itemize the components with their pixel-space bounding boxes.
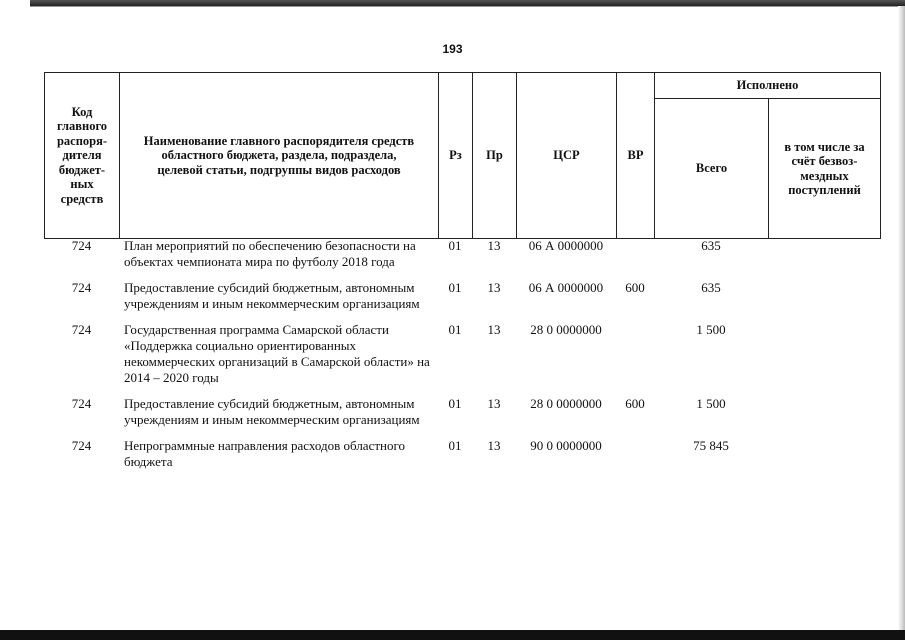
table-row — [44, 280, 880, 322]
cell-code: 724 — [71, 238, 92, 253]
cell-name: Предоставление субсидий бюджетным, автономным учреждениям и иным некоммерческим организациям — [124, 396, 420, 427]
table-row — [44, 322, 880, 396]
scan-edge-right — [898, 6, 905, 630]
cell-incl-free — [768, 396, 880, 438]
cell-total: 1 500 — [696, 396, 726, 411]
header-name: Наименование главного распорядителя средств областного бюджета, раздела, подраздела, целевой статьи, подгруппы видов расходов — [120, 73, 439, 239]
cell-code: 724 — [71, 280, 92, 295]
cell-vr — [616, 438, 654, 480]
cell-total: 75 845 — [693, 438, 729, 453]
cell-incl-free — [768, 238, 880, 280]
cell-csr: 90 0 0000000 — [530, 438, 602, 453]
cell-code: 724 — [71, 438, 92, 453]
cell-csr: 28 0 0000000 — [530, 322, 602, 337]
cell-rz: 01 — [448, 438, 462, 453]
cell-rz: 01 — [448, 280, 462, 295]
cell-total: 635 — [701, 280, 721, 295]
header-code: Код главного распоря-дителя бюджет-ных средств — [45, 73, 120, 239]
cell-vr: 600 — [625, 396, 645, 411]
cell-name: План мероприятий по обеспечению безопасности на объектах чемпионата мира по футболу 2018 года — [124, 238, 416, 269]
header-incl-free: в том числе за счёт безвоз-мездных поступлений — [769, 99, 881, 239]
table-row — [44, 438, 880, 480]
cell-rz: 01 — [448, 396, 462, 411]
cell-rz: 01 — [448, 238, 462, 253]
header-executed: Исполнено — [655, 73, 881, 99]
cell-vr — [616, 322, 654, 396]
cell-name: Непрограммные направления расходов областного бюджета — [124, 438, 405, 469]
table-row — [44, 396, 880, 438]
cell-name: Государственная программа Самарской области «Поддержка социально ориентированных некоммерческих организаций в Самарской области» на 2014 – 2020 годы — [124, 322, 430, 385]
cell-pr: 13 — [487, 322, 501, 337]
page-number: 193 — [442, 42, 463, 56]
cell-csr: 28 0 0000000 — [530, 396, 602, 411]
table-header — [44, 72, 881, 239]
cell-vr: 600 — [625, 280, 645, 295]
cell-csr: 06 А 0000000 — [528, 280, 604, 295]
cell-rz: 01 — [448, 322, 462, 337]
cell-pr: 13 — [487, 438, 501, 453]
header-vr: ВР — [617, 73, 655, 239]
header-rz: Рз — [439, 73, 473, 239]
cell-vr — [616, 238, 654, 280]
scan-edge-bottom — [0, 630, 905, 640]
cell-incl-free — [768, 280, 880, 322]
cell-code: 724 — [71, 396, 92, 411]
scan-edge-top-line — [30, 6, 905, 7]
cell-pr: 13 — [487, 396, 501, 411]
cell-incl-free — [768, 322, 880, 396]
cell-total: 635 — [701, 238, 721, 253]
table-row — [44, 238, 880, 280]
cell-csr: 06 А 0000000 — [528, 238, 604, 253]
header-pr: Пр — [473, 73, 517, 239]
cell-pr: 13 — [487, 238, 501, 253]
cell-code: 724 — [71, 322, 92, 337]
cell-incl-free — [768, 438, 880, 480]
cell-total: 1 500 — [696, 322, 726, 337]
header-csr: ЦСР — [517, 73, 617, 239]
data-table — [44, 238, 880, 480]
header-total: Всего — [655, 99, 769, 239]
cell-pr: 13 — [487, 280, 501, 295]
cell-name: Предоставление субсидий бюджетным, автономным учреждениям и иным некоммерческим организациям — [124, 280, 420, 311]
